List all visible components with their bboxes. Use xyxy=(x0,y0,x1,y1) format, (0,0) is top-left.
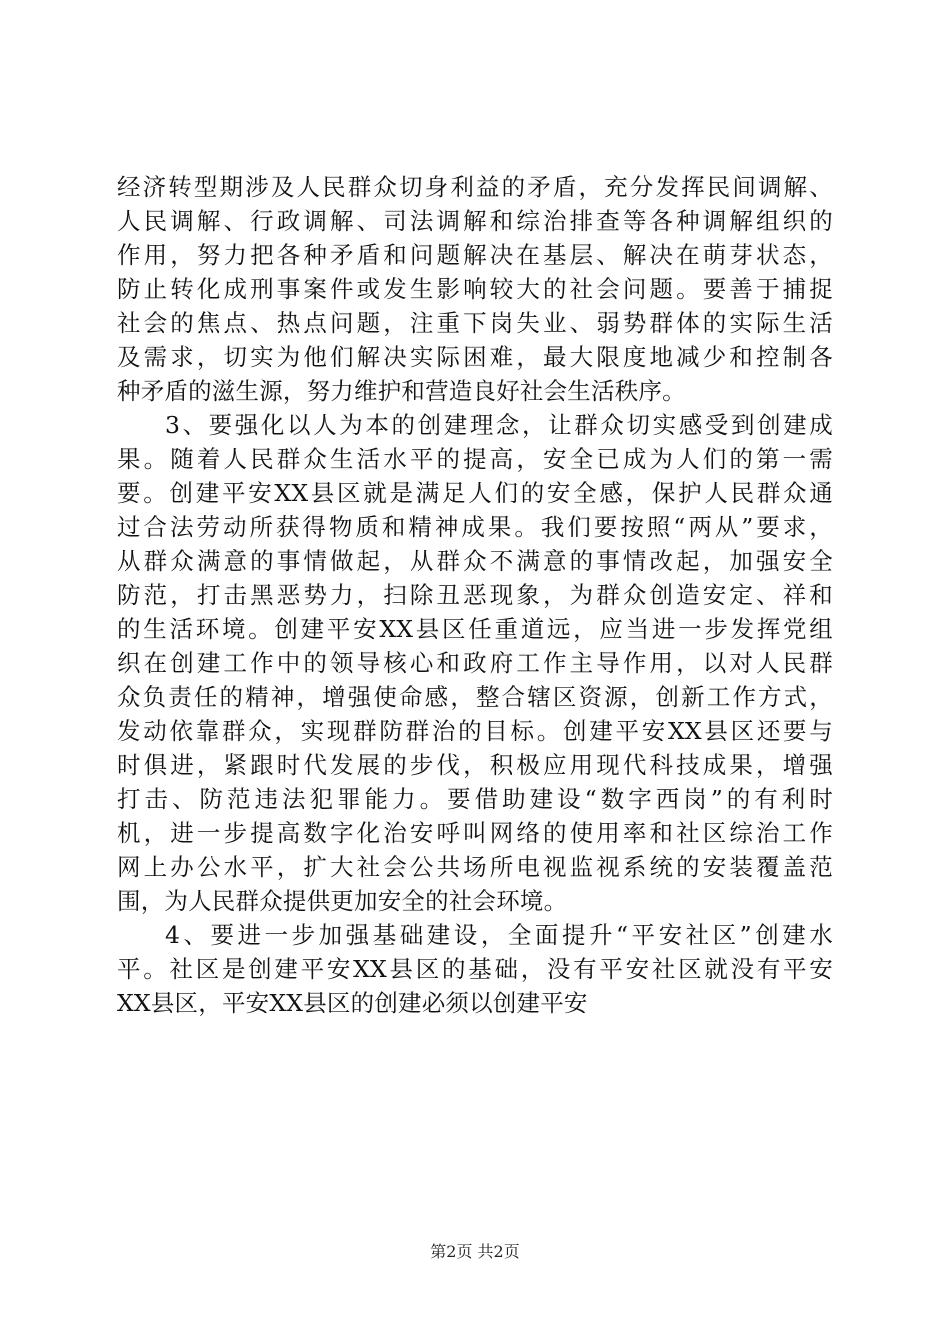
text-line: 防范，打击黑恶势力，扫除丑恶现象，为群众创造安定、祥和 xyxy=(117,581,833,609)
text-line: 围，为人民群众提供更加安全的社会环境。 xyxy=(117,887,568,915)
text-line: 3、要强化以人为本的创建理念，让群众切实感受到创建成 xyxy=(165,411,833,439)
body-text xyxy=(117,170,833,1020)
text-line: 打击、防范违法犯罪能力。要借助建设“数字西岗”的有利时 xyxy=(117,785,833,813)
text-line: 及需求，切实为他们解决实际困难，最大限度地减少和控制各 xyxy=(117,343,833,371)
text-line: 作用，努力把各种矛盾和问题解决在基层、解决在萌芽状态， xyxy=(117,241,833,269)
text-line: 果。随着人民群众生活水平的提高，安全已成为人们的第一需 xyxy=(117,445,833,473)
text-line: 众负责任的精神，增强使命感，整合辖区资源，创新工作方式， xyxy=(117,683,833,711)
text-line: 经济转型期涉及人民群众切身利益的矛盾，充分发挥民间调解、 xyxy=(117,173,833,201)
text-line: 的生活环境。创建平安XX县区任重道远，应当进一步发挥党组 xyxy=(117,615,833,643)
text-line: 人民调解、行政调解、司法调解和综治排查等各种调解组织的 xyxy=(117,207,833,235)
text-line: XX县区，平安XX县区的创建必须以创建平安 xyxy=(117,989,588,1017)
text-line: 社会的焦点、热点问题，注重下岗失业、弱势群体的实际生活 xyxy=(117,309,833,337)
text-line: 发动依靠群众，实现群防群治的目标。创建平安XX县区还要与 xyxy=(117,717,833,745)
text-line: 机，进一步提高数字化治安呼叫网络的使用率和社区综治工作 xyxy=(117,819,833,847)
text-line: 防止转化成刑事案件或发生影响较大的社会问题。要善于捕捉 xyxy=(117,275,833,303)
text-line: 4、要进一步加强基础建设，全面提升“平安社区”创建水 xyxy=(165,921,833,949)
text-line: 种矛盾的滋生源，努力维护和营造良好社会生活秩序。 xyxy=(117,377,686,405)
text-line: 时俱进，紧跟时代发展的步伐，积极应用现代科技成果，增强 xyxy=(117,751,833,779)
text-line: 要。创建平安XX县区就是满足人们的安全感，保护人民群众通 xyxy=(117,479,833,507)
text-line: 网上办公水平，扩大社会公共场所电视监视系统的安装覆盖范 xyxy=(117,853,833,881)
page-footer: 第2页 共2页 xyxy=(430,1242,520,1261)
text-line: 过合法劳动所获得物质和精神成果。我们要按照“两从”要求， xyxy=(117,513,833,541)
text-line: 从群众满意的事情做起，从群众不满意的事情改起，加强安全 xyxy=(117,547,833,575)
text-line: 平。社区是创建平安XX县区的基础，没有平安社区就没有平安 xyxy=(117,955,833,983)
text-line: 织在创建工作中的领导核心和政府工作主导作用，以对人民群 xyxy=(117,649,833,677)
